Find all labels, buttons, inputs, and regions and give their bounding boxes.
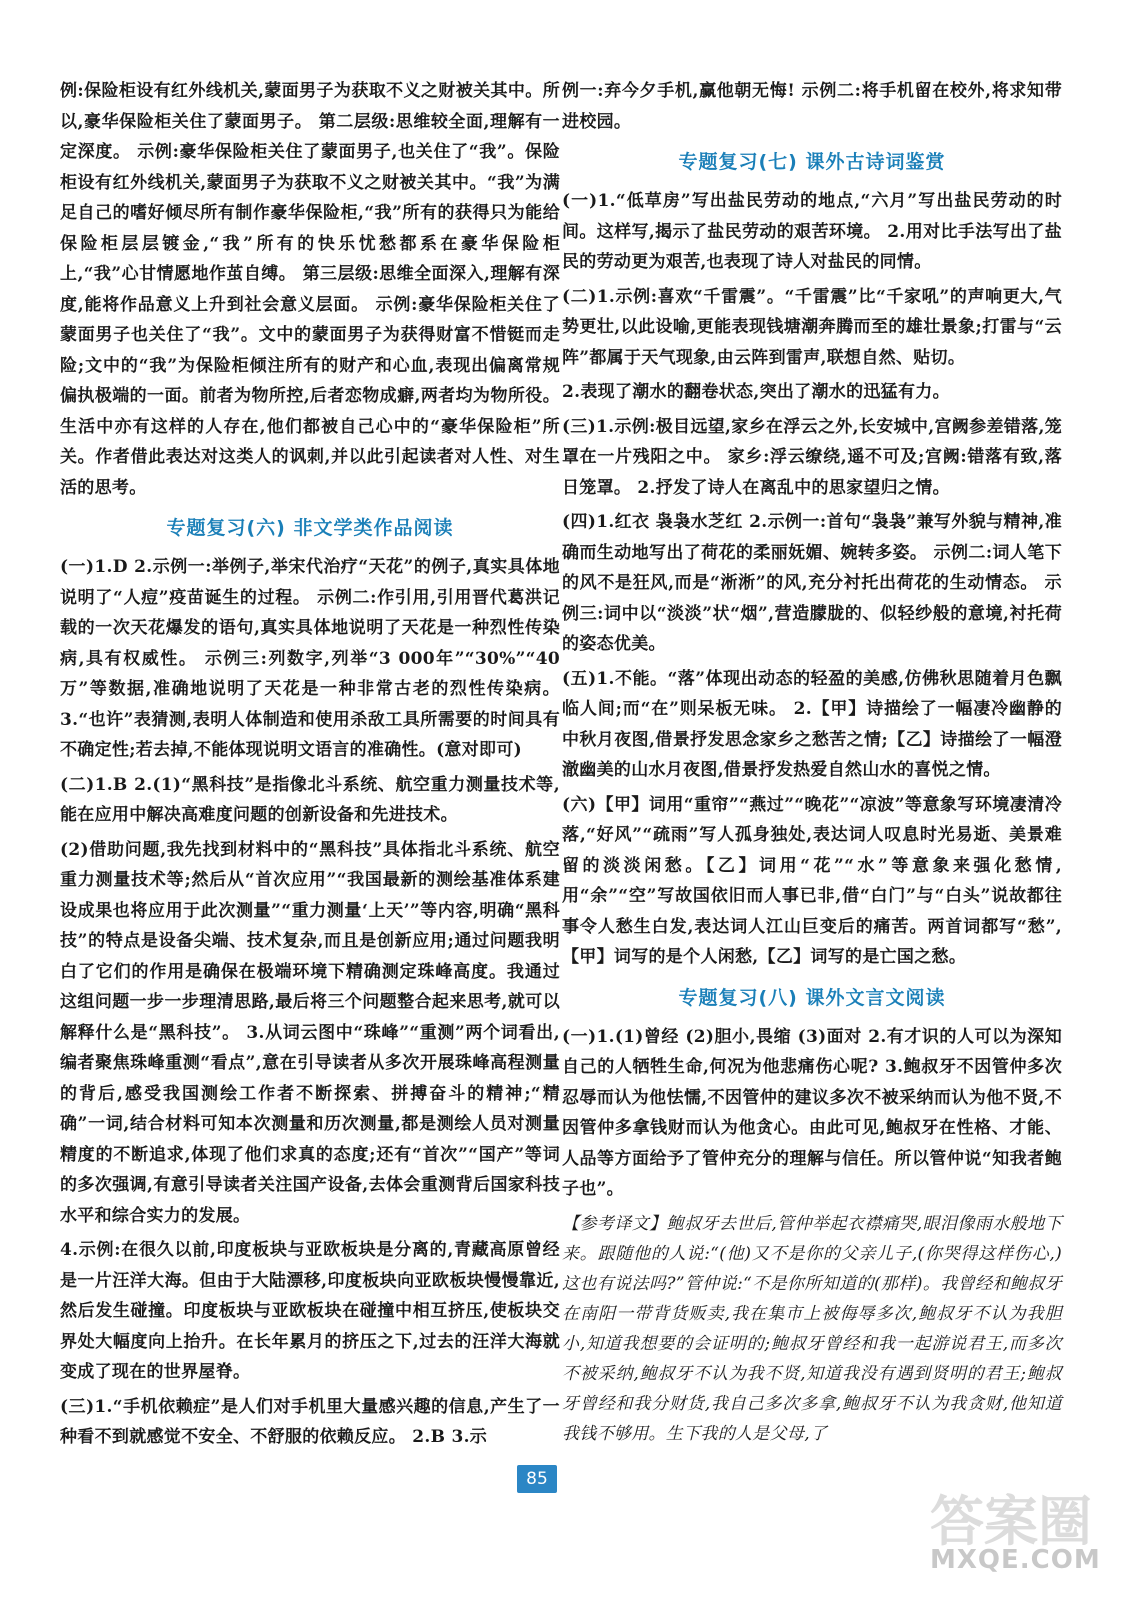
section-6-part-2-q4: 4.示例:在很久以前,印度板块与亚欧板块是分离的,青藏高原曾经是一片汪洋大海。但由于大陆漂移,印度板块向亚欧板块慢慢靠近,然后发生碰撞。印度板块与亚欧板块在碰撞中相互挤压,使板块交界处大幅度向上抬升。在长年累月的挤压之下,过去的汪洋大海就变成了现在的世界屋脊。 — [60, 1240, 560, 1382]
section-6-title: 专题复习(六) 非文学类作品阅读 — [166, 517, 454, 539]
watermark-url: MXQE.COM — [930, 1545, 1101, 1575]
section-7-part-6: (六)【甲】词用“重帘”“燕过”“晚花”“凉波”等意象写环境凄清冷落,“好风”“疏雨”写人孤身独处,表达词人叹息时光易逝、美景难留的淡淡闲愁。【乙】词用“花”“水”等意象来强化愁情,用“余”“空”写故国依旧而人事已非,借“白门”与“白头”说故都往事令人愁生白发,表达词人江山巨变后的痛苦。两首词都写“愁”,【甲】词写的是个人闲愁,【乙】词写的是亡国之愁。 — [562, 794, 1062, 967]
section-7-part-2-q2: 2.表现了潮水的翻卷状态,突出了潮水的迅猛有力。 — [562, 382, 950, 402]
section-6-part-2: (二)1.B 2.(1)“黑科技”是指像北斗系统、航空重力测量技术等,能在应用中解决高难度问题的创新设备和先进技术。 — [60, 774, 560, 825]
section-7-part-5: (五)1.不能。“落”体现出动态的轻盈的美感,仿佛秋思随着月色飘临人间;而“在”则呆板无味。 2.【甲】诗描绘了一幅凄冷幽静的中秋月夜图,借景抒发思念家乡之愁苦之情;【乙】诗描绘了一幅澄澈幽美的山水月夜图,借景抒发热爱自然山水的喜悦之情。 — [562, 668, 1062, 780]
right-paragraph-continued: 例一:弃今夕手机,赢他朝无悔! 示例二:将手机留在校外,将求知带进校园。 — [562, 81, 1062, 132]
section-7-title: 专题复习(七) 课外古诗词鉴赏 — [678, 151, 946, 173]
section-6-part-3: (三)1.“手机依赖症”是人们对手机里大量感兴趣的信息,产生了一种看不到就感觉不安全、不舒服的依赖反应。 2.B 3.示 — [60, 1396, 560, 1447]
section-6-part-2-sub: (2)借助问题,我先找到材料中的“黑科技”具体指北斗系统、航空重力测量技术等;然后从“首次应用”“我国最新的测绘基准体系建设成果也将应用于此次测量”“重力测量‘上天’”等内容,明确“黑科技”的特点是设备尖端、技术复杂,而且是创新应用;通过问题我明白了它们的作用是确保在极端环境下精确测定珠峰高度。我通过这组问题一步一步理清思路,最后将三个问题整合起来思考,就可以解释什么是“黑科技”。 3.从词云图中“珠峰”“重测”两个词看出,编者聚焦珠峰重测“看点”,意在引导读者从多次开展珠峰高程测量的背后,感受我国测绘工作者不断探索、拼搏奋斗的精神;“精确”一词,结合材料可知本次测量和历次测量,都是测绘人员对测量精度的不断追求,体现了他们求真的态度;还有“首次”“国产”等词的多次强调,有意引导读者关注国产设备,去体会重测背后国家科技水平和综合实力的发展。 — [60, 839, 560, 1226]
section-7-part-4: (四)1.红衣 袅袅水芝红 2.示例一:首句“袅袅”兼写外貌与精神,准确而生动地写出了荷花的柔丽妩媚、婉转多姿。 示例二:词人笔下的风不是狂风,而是“淅淅”的风,充分衬托出荷花的生动情态。 示例三:词中以“淡淡”状“烟”,营造朦胧的、似轻纱般的意境,衬托荷的姿态优美。 — [562, 512, 1062, 654]
watermark-logo-text: 答案圈 — [930, 1490, 1092, 1553]
section-6-part-1: (一)1.D 2.示例一:举例子,举宋代治疗“天花”的例子,真实具体地说明了“人痘”疫苗诞生的过程。 示例二:作引用,引用晋代葛洪记载的一次天花爆发的语句,真实具体地说明了天花是一种烈性传染病,具有权威性。 示例三:列数字,列举“3 000年”“30%”“40万”等数据,准确地说明了天花是一种非常古老的烈性传染病。 3.“也许”表猜测,表明人体制造和使用杀敌工具所需要的时间具有不确定性;若去掉,不能体现说明文语言的准确性。(意对即可) — [60, 557, 560, 760]
section-8-title: 专题复习(八) 课外文言文阅读 — [678, 986, 946, 1009]
reference-translation: 【参考译文】鲍叔牙去世后,管仲举起衣襟痛哭,眼泪像雨水般地下来。跟随他的人说:“(他)又不是你的父亲儿子,(你哭得这样伤心,)这也有说法吗?”管仲说:“不是你所知道的(那样)。我曾经和鲍叔牙在南阳一带背货贩卖,我在集市上被侮辱多次,鲍叔牙不认为我胆小,知道我想要的会证明的;鲍叔牙曾经和我一起游说君王,而多次不被采纳,鲍叔牙不认为我不贤,知道我没有遇到贤明的君王;鲍叔牙曾经和我分财货,我自己多次多拿,鲍叔牙不认为我贪财,他知道我钱不够用。生下我的人是父母,了 — [562, 1213, 1062, 1444]
section-7-part-1: (一)1.“低草房”写出盐民劳动的地点,“六月”写出盐民劳动的时间。这样写,揭示了盐民劳动的艰苦环境。 2.用对比手法写出了盐民的劳动更为艰苦,也表现了诗人对盐民的同情。 — [562, 191, 1062, 272]
left-column — [60, 76, 560, 1457]
section-8-part-1: (一)1.(1)曾经 (2)胆小,畏缩 (3)面对 2.有才识的人可以为深知自己的人牺牲生命,何况为他悲痛伤心呢? 3.鲍叔牙不因管仲多次忍辱而认为他怯懦,不因管仲的建议多次不被采纳而认为他不贤,不因管仲多拿钱财而认为他贪心。由此可见,鲍叔牙在性格、才能、人品等方面给予了管仲充分的理解与信任。所以管仲说“知我者鲍子也”。 — [562, 1026, 1062, 1199]
right-column — [562, 76, 1062, 1453]
section-7-part-3: (三)1.示例:极目远望,家乡在浮云之外,长安城中,宫阙参差错落,笼罩在一片残阳之中。 家乡:浮云缭绕,遥不可及;宫阙:错落有致,落日笼罩。 2.抒发了诗人在离乱中的思家望归之情。 — [562, 416, 1062, 498]
left-paragraph-continued: 例:保险柜设有红外线机关,蒙面男子为获取不义之财被关其中。所以,豪华保险柜关住了蒙面男子。 第二层级:思维较全面,理解有一定深度。 示例:豪华保险柜关住了蒙面男子,也关住了“我”。保险柜设有红外线机关,蒙面男子为获取不义之财被关其中。“我”为满足自己的嗜好倾尽所有制作豪华保险柜,“我”所有的获得只为能给保险柜层层镀金,“我”所有的快乐忧愁都系在豪华保险柜上,“我”心甘情愿地作茧自缚。 第三层级:思维全面深入,理解有深度,能将作品意义上升到社会意义层面。 示例:豪华保险柜关住了蒙面男子也关住了“我”。文中的蒙面男子为获得财富不惜铤而走险;文中的“我”为保险柜倾注所有的财产和心血,表现出偏离常规偏执极端的一面。前者为物所控,后者恋物成癖,两者均为物所役。生活中亦有这样的人存在,他们都被自己心中的“豪华保险柜”所关。作者借此表达对这类人的讽刺,并以此引起读者对人性、对生活的思考。 — [60, 81, 560, 498]
section-7-part-2: (二)1.示例:喜欢“千雷震”。“千雷震”比“千家吼”的声响更大,气势更壮,以此设喻,更能表现钱塘潮奔腾而至的雄壮景象;打雷与“云阵”都属于天气现象,由云阵到雷声,联想自然、贴切。 — [562, 286, 1062, 368]
page-number: 85 — [517, 1465, 557, 1493]
